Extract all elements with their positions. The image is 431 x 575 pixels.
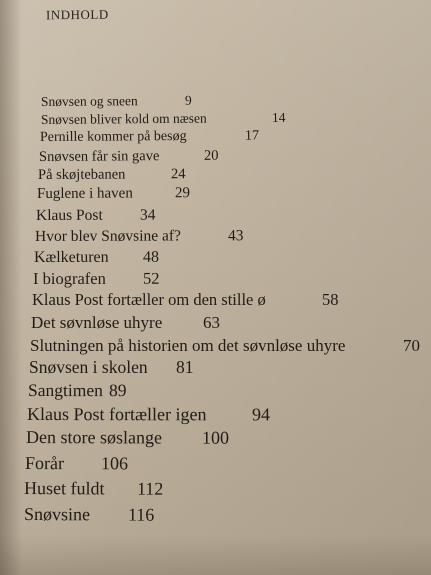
toc-entry (37, 166, 186, 183)
toc-entry-title: Forår (24, 453, 65, 474)
toc-entry (40, 92, 192, 109)
toc-entry-title: Klaus Post fortæller om den stille ø (32, 290, 266, 309)
toc-entry-page: 63 (203, 313, 220, 332)
toc-entry (30, 336, 420, 355)
toc-entry-title: Det søvnløse uhyre (31, 313, 163, 332)
toc-entry (32, 268, 160, 288)
toc-entry-page: 34 (139, 206, 156, 224)
toc-entry-title: Snøvsine (23, 504, 91, 525)
toc-entry (27, 380, 127, 401)
toc-entry (40, 109, 286, 127)
toc-entry-title: Fuglene i haven (36, 185, 133, 202)
toc-entry-page: 89 (108, 380, 127, 401)
toc-entry-title: Klaus Post (35, 206, 103, 224)
toc-entry (26, 404, 271, 425)
toc-entry-page: 29 (174, 185, 191, 202)
toc-entry-page: 20 (203, 147, 219, 164)
toc-entry (33, 248, 160, 266)
toc-entry-title: Snøvsen bliver kold om næsen (40, 110, 207, 127)
toc-entry-page: 43 (227, 227, 244, 245)
toc-entry-page: 94 (251, 404, 271, 425)
toc-entry (35, 206, 156, 224)
toc-entry-title: Snøvsen i skolen (29, 357, 148, 377)
toc-entry (23, 478, 164, 499)
toc-entry-page: 81 (176, 357, 194, 377)
toc-entry-page: 116 (127, 504, 155, 525)
toc-entry-title: Den store søslange (25, 427, 163, 448)
toc-entry (25, 427, 230, 448)
toc-entry-title: Slutningen på historien om det søvnløse uhyre (30, 336, 346, 355)
toc-entry-page: 9 (184, 92, 192, 108)
toc-entry-title: På skøjtebanen (37, 166, 126, 183)
toc-entry-title: Hvor blev Snøvsine af? (34, 227, 181, 245)
toc-entry-page: 112 (136, 478, 164, 499)
toc-entry (36, 185, 191, 202)
toc-entry (31, 313, 220, 332)
toc-entry-title: Klaus Post fortæller igen (26, 404, 207, 425)
toc-entry-title: Kælketuren (33, 248, 109, 266)
toc-entry (23, 504, 155, 525)
toc-entry-title: Snøvsen og sneen (40, 93, 138, 109)
toc-entry-page: 14 (271, 109, 286, 125)
toc-entry (38, 147, 219, 165)
toc-entry (29, 357, 194, 377)
toc-entry-title: I biografen (32, 268, 106, 288)
toc-entry-page: 106 (100, 453, 129, 474)
toc-entry-title: Huset fuldt (23, 478, 105, 499)
toc-entry (24, 453, 129, 474)
toc-entry-page: 52 (142, 268, 160, 288)
toc-entry (34, 227, 244, 245)
toc-entry-page: 48 (142, 248, 160, 266)
toc-entry-title: Pernille kommer på besøg (39, 128, 187, 145)
toc-entry (39, 128, 260, 145)
page-heading: INDHOLD (45, 6, 109, 23)
toc-entry-page: 58 (322, 290, 339, 309)
toc-entry-page: 17 (244, 128, 260, 144)
toc-entry-page: 24 (170, 166, 186, 183)
toc-entry (32, 290, 339, 309)
toc-entry-title: Sangtimen (27, 380, 103, 401)
toc-entry-page: 70 (403, 336, 420, 355)
toc-entry-page: 100 (201, 427, 230, 448)
toc-entry-title: Snøvsen får sin gave (38, 148, 160, 165)
